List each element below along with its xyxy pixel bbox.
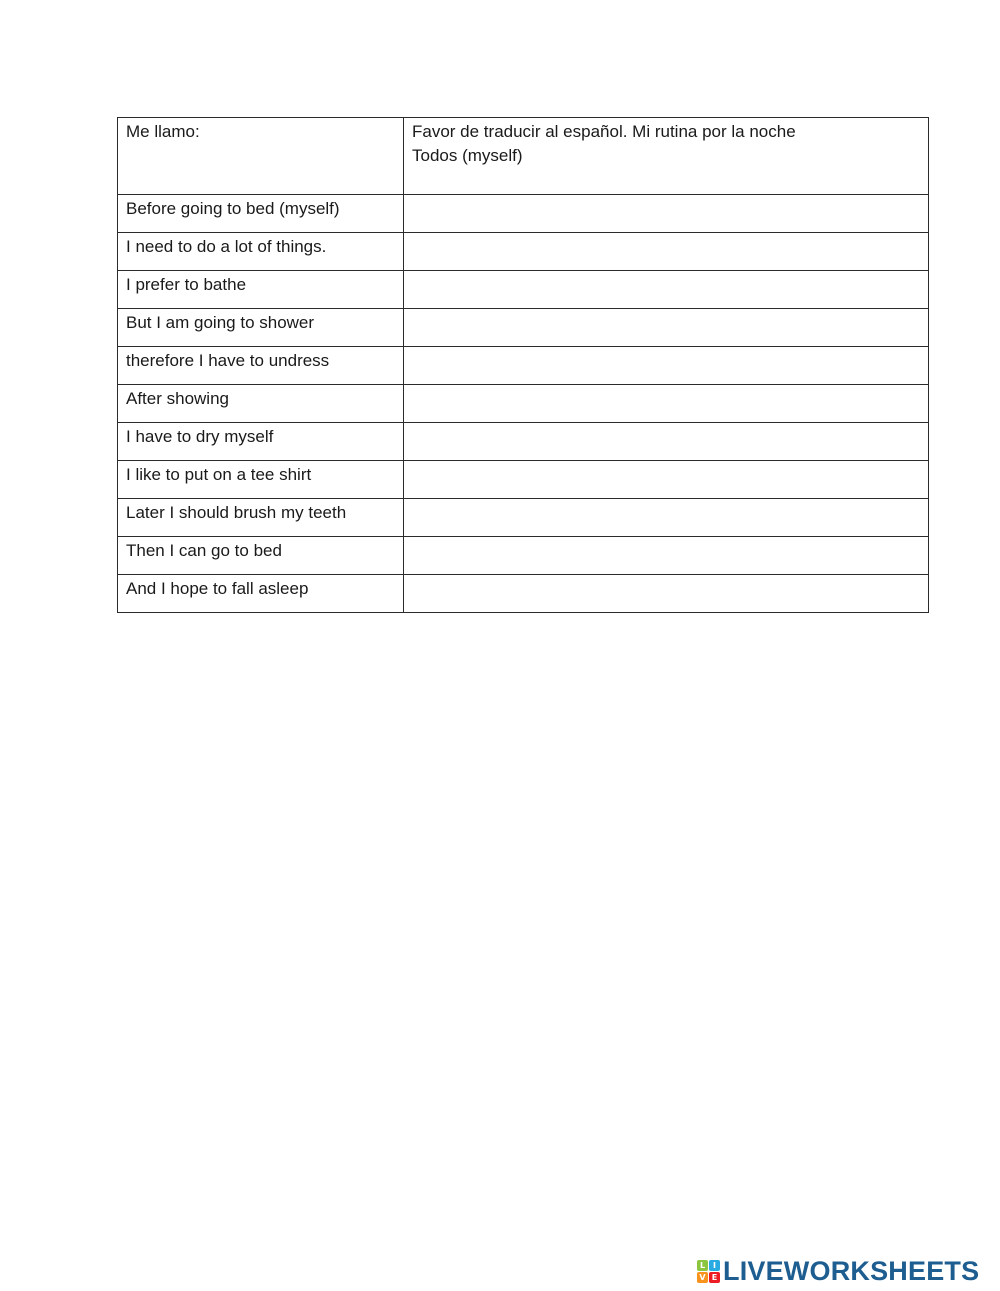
prompt-cell	[118, 195, 404, 233]
answer-cell[interactable]	[404, 423, 929, 461]
name-label-cell	[118, 118, 404, 195]
prompt-text: I have to dry myself	[126, 427, 274, 446]
table-row	[118, 271, 929, 309]
prompt-text: Later I should brush my teeth	[126, 503, 347, 522]
table-row	[118, 309, 929, 347]
name-label: Me llamo:	[126, 122, 200, 141]
liveworksheets-logo	[697, 1255, 979, 1287]
header-row	[118, 118, 929, 195]
answer-cell[interactable]	[404, 195, 929, 233]
table-row	[118, 195, 929, 233]
table-row	[118, 537, 929, 575]
logo-mark-letter: L	[697, 1260, 708, 1271]
prompt-text: I prefer to bathe	[126, 275, 247, 294]
table-row	[118, 461, 929, 499]
prompt-cell	[118, 271, 404, 309]
prompt-cell	[118, 461, 404, 499]
table-row	[118, 575, 929, 613]
answer-input[interactable]	[412, 273, 924, 310]
instructions-line-2: Todos (myself)	[412, 146, 523, 165]
answer-input[interactable]	[412, 311, 924, 348]
instructions-line-1: Favor de traducir al español. Mi rutina por la noche	[412, 122, 796, 141]
prompt-cell	[118, 423, 404, 461]
prompt-text: Before going to bed (myself)	[126, 199, 340, 218]
prompt-text: therefore I have to undress	[126, 351, 330, 370]
logo-mark-letter: V	[697, 1272, 708, 1283]
prompt-text: I like to put on a tee shirt	[126, 465, 312, 484]
answer-input[interactable]	[412, 349, 924, 386]
answer-input[interactable]	[412, 577, 924, 614]
prompt-text: But I am going to shower	[126, 313, 315, 332]
table-row	[118, 347, 929, 385]
prompt-text: After showing	[126, 389, 229, 408]
answer-input[interactable]	[412, 197, 924, 234]
prompt-text: Then I can go to bed	[126, 541, 282, 560]
prompt-cell	[118, 347, 404, 385]
instructions-cell	[404, 118, 929, 195]
table-row	[118, 423, 929, 461]
answer-cell[interactable]	[404, 271, 929, 309]
answer-input[interactable]	[412, 235, 924, 272]
answer-cell[interactable]	[404, 537, 929, 575]
prompt-cell	[118, 309, 404, 347]
answer-input[interactable]	[412, 463, 924, 500]
prompt-cell	[118, 499, 404, 537]
logo-mark-letter: E	[709, 1272, 720, 1283]
liveworksheets-logo-icon	[697, 1260, 720, 1283]
translation-table	[117, 117, 929, 613]
prompt-cell	[118, 537, 404, 575]
answer-input[interactable]	[412, 425, 924, 462]
prompt-cell	[118, 385, 404, 423]
answer-cell[interactable]	[404, 499, 929, 537]
prompt-cell	[118, 233, 404, 271]
prompt-text: And I hope to fall asleep	[126, 579, 309, 598]
logo-mark-letter: I	[709, 1260, 720, 1271]
answer-cell[interactable]	[404, 575, 929, 613]
table-row	[118, 499, 929, 537]
logo-text: LIVEWORKSHEETS	[723, 1255, 980, 1286]
answer-cell[interactable]	[404, 461, 929, 499]
table-row	[118, 385, 929, 423]
answer-cell[interactable]	[404, 309, 929, 347]
answer-cell[interactable]	[404, 347, 929, 385]
answer-input[interactable]	[412, 539, 924, 576]
answer-cell[interactable]	[404, 385, 929, 423]
answer-input[interactable]	[412, 387, 924, 424]
answer-input[interactable]	[412, 501, 924, 538]
answer-cell[interactable]	[404, 233, 929, 271]
prompt-cell	[118, 575, 404, 613]
prompt-text: I need to do a lot of things.	[126, 237, 327, 256]
table-row	[118, 233, 929, 271]
